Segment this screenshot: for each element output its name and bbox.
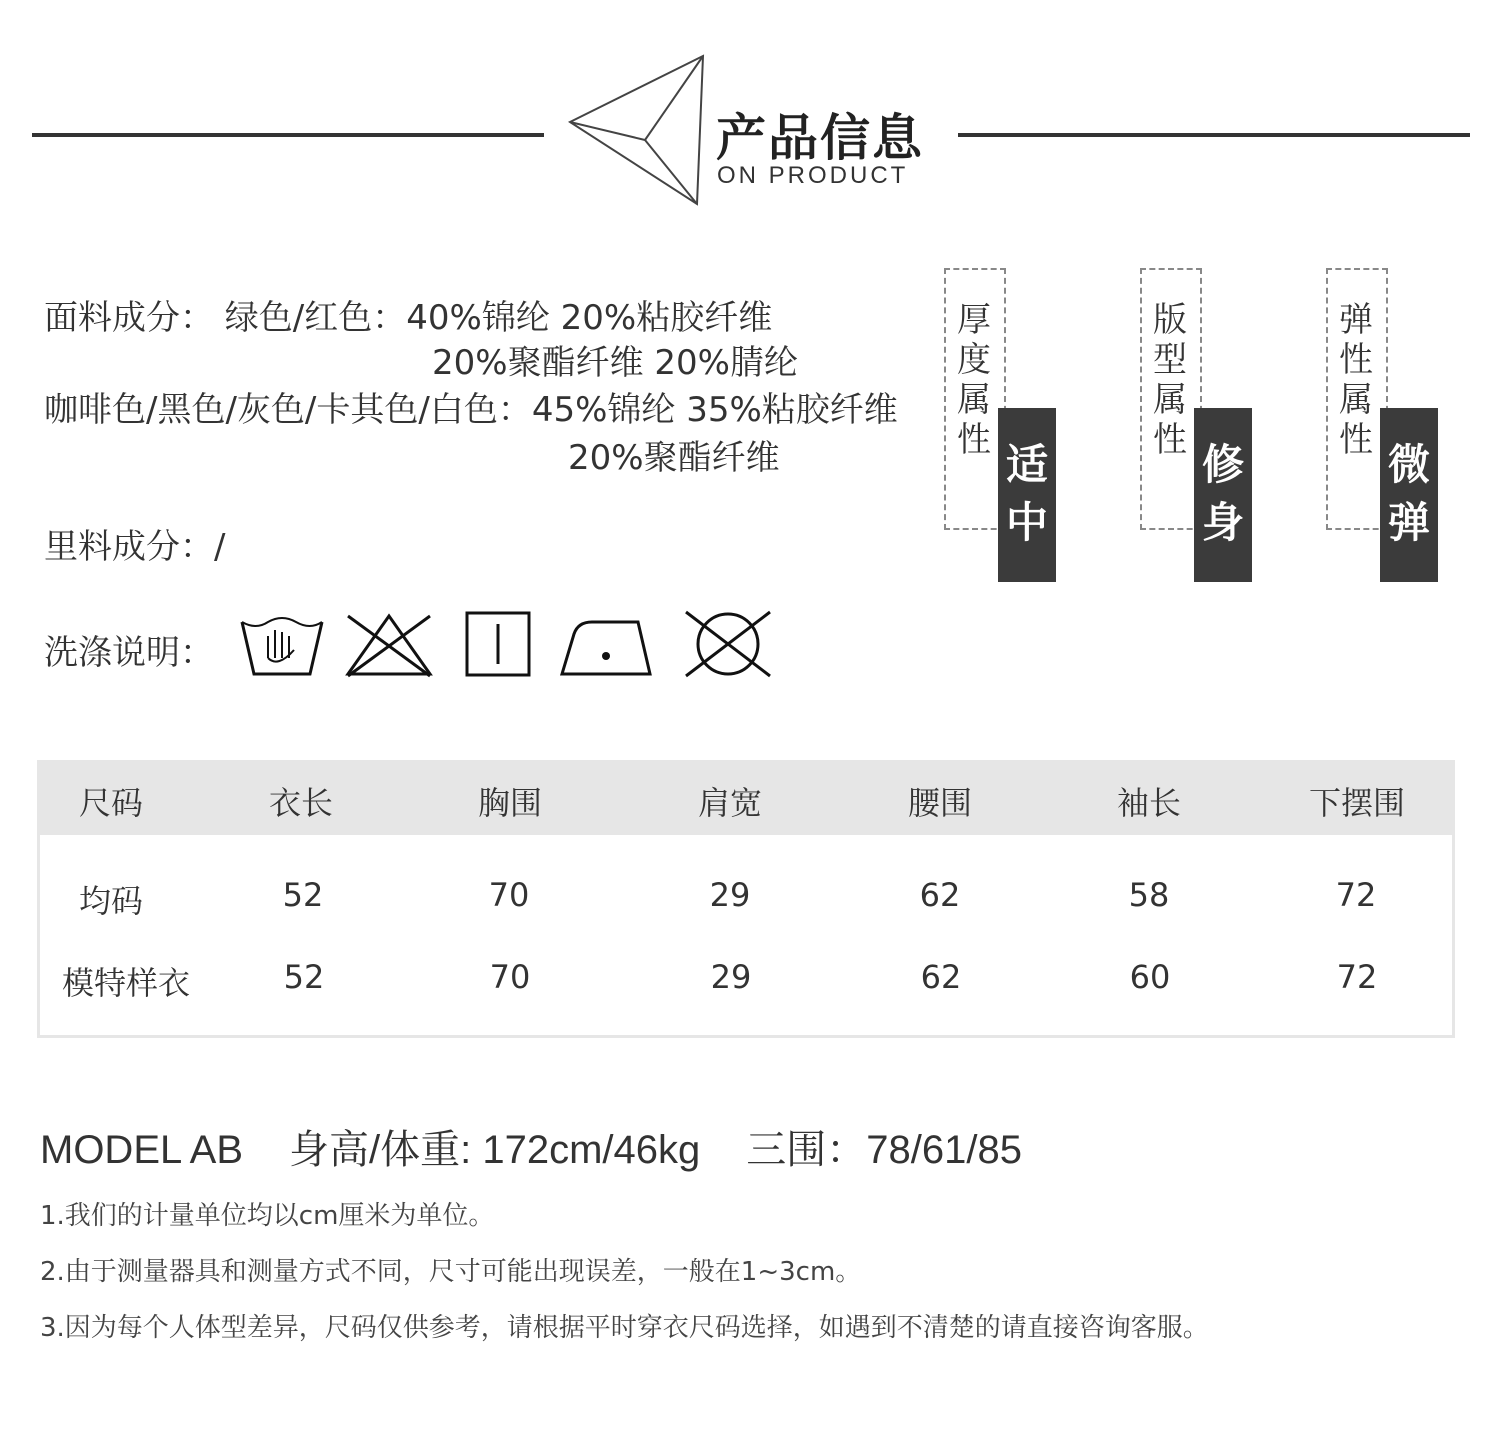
table-header-cell: 衣长 [268, 784, 334, 822]
table-cell: 72 [1336, 958, 1378, 996]
attribute-value-badge [998, 408, 1056, 582]
attribute-value-char: 身 [1201, 498, 1244, 547]
table-cell: 29 [709, 876, 751, 914]
triangle-logo-icon [565, 52, 710, 210]
do-not-dry-clean-icon [680, 608, 776, 680]
iron-low-icon [558, 610, 654, 678]
fabric-line-1: 面料成分： 绿色/红色：40%锦纶 20%粘胶纤维 [44, 298, 773, 338]
table-header-cell: 胸围 [477, 784, 543, 822]
table-cell: 60 [1129, 958, 1171, 996]
note-3: 3.因为每个人体型差异，尺码仅供参考，请根据平时穿衣尺码选择，如遇到不清楚的请直接咨询客服。 [40, 1313, 1209, 1343]
fabric-line-4: 20%聚酯纤维 [568, 438, 780, 478]
attribute-value-char: 修 [1201, 440, 1244, 489]
table-cell: 70 [489, 958, 531, 996]
attribute-value-char: 适 [1005, 440, 1048, 489]
attribute-label-char: 弹 [1339, 300, 1373, 340]
attribute-value-char: 微 [1387, 440, 1430, 489]
header-rule-right [958, 133, 1470, 137]
attribute-value-char: 弹 [1387, 498, 1430, 547]
size-table [37, 760, 1455, 1038]
do-not-bleach-icon [342, 610, 436, 678]
hang-dry-icon [464, 610, 532, 678]
table-cell: 62 [919, 876, 961, 914]
table-cell: 均码 [78, 882, 144, 920]
table-header-cell: 肩宽 [697, 784, 763, 822]
hand-wash-icon [238, 610, 328, 678]
attribute-label-char: 厚 [957, 300, 991, 340]
note-1: 1.我们的计量单位均以cm厘米为单位。 [40, 1201, 495, 1231]
header-rule-left [32, 133, 544, 137]
model-measurements: 三围：78/61/85 [746, 1128, 1022, 1172]
table-cell: 62 [920, 958, 962, 996]
attribute-value-badge [1194, 408, 1252, 582]
model-info [40, 1118, 1068, 1175]
table-cell: 29 [710, 958, 752, 996]
table-cell: 70 [488, 876, 530, 914]
attribute-label-char: 属 [957, 380, 991, 420]
wash-label: 洗涤说明： [44, 633, 214, 673]
lining-composition: 里料成分：/ [44, 527, 226, 567]
fabric-line-3: 咖啡色/黑色/灰色/卡其色/白色：45%锦纶 35%粘胶纤维 [44, 390, 898, 430]
attribute-label-char: 版 [1153, 300, 1187, 340]
attribute-label-char: 性 [1339, 420, 1373, 460]
attribute-label-char: 性 [957, 420, 991, 460]
attribute-label-char: 性 [1339, 340, 1373, 380]
table-header-cell: 袖长 [1116, 784, 1182, 822]
table-header-cell: 腰围 [907, 784, 973, 822]
model-height-weight: 身高/体重: 172cm/46kg [289, 1128, 701, 1172]
attribute-value-char: 中 [1005, 498, 1048, 547]
table-cell: 52 [283, 958, 325, 996]
note-2: 2.由于测量器具和测量方式不同，尺寸可能出现误差，一般在1~3cm。 [40, 1257, 862, 1287]
attribute-label-char: 型 [1153, 340, 1187, 380]
attribute-label-char: 性 [1153, 420, 1187, 460]
table-header-cell: 下摆围 [1308, 784, 1406, 822]
attribute-label-char: 属 [1339, 380, 1373, 420]
table-cell: 58 [1128, 876, 1170, 914]
table-header-cell: 尺码 [78, 784, 144, 822]
section-subtitle: ON PRODUCT [717, 162, 909, 189]
attribute-label-char: 度 [957, 340, 991, 380]
section-title: 产品信息 [716, 108, 924, 167]
attribute-label-char: 属 [1153, 380, 1187, 420]
table-cell: 72 [1335, 876, 1377, 914]
attribute-value-badge [1380, 408, 1438, 582]
model-name: MODEL AB [40, 1128, 244, 1172]
table-cell: 模特样衣 [61, 964, 191, 1002]
table-cell: 52 [282, 876, 324, 914]
fabric-line-2: 20%聚酯纤维 20%腈纶 [432, 343, 798, 383]
